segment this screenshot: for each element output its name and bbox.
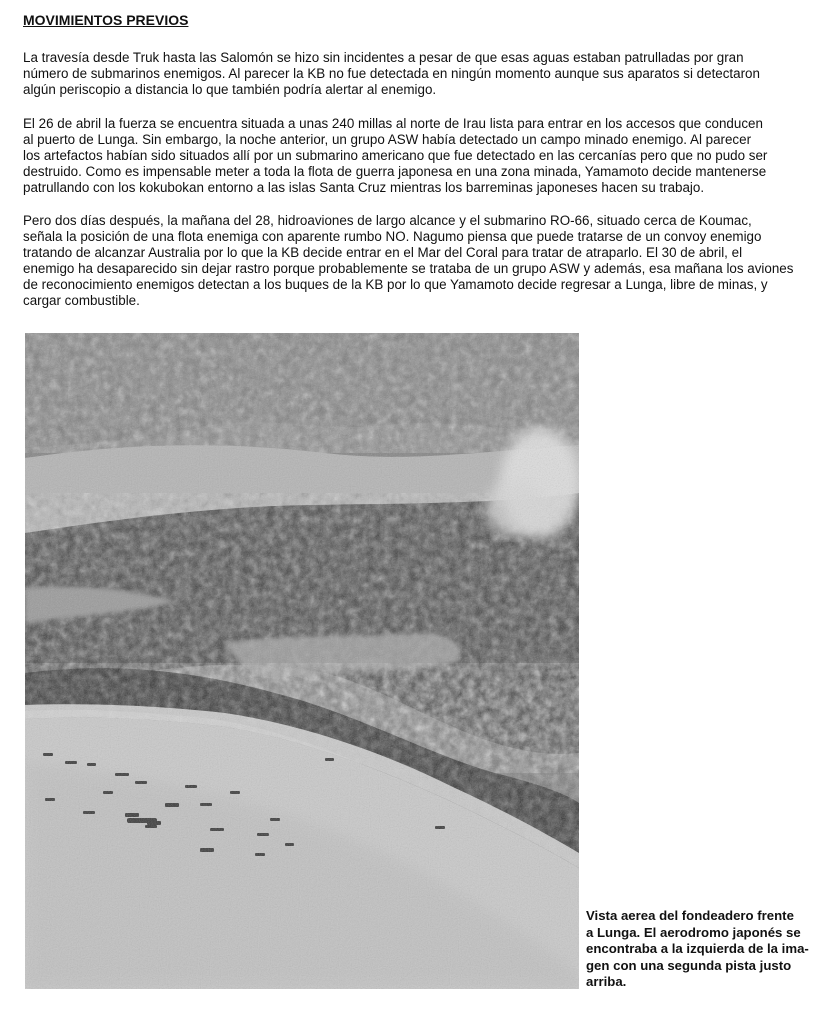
paragraph-2: El 26 de abril la fuerza se encuentra situada a unas 240 millas al norte de Irau lista para entrar en los accesos que conducen al puerto de Lunga. Sin embargo, la noche anterior, un grupo ASW había detectado un campo minado enemigo. Al parecer los artefactos habían sido situados allí por un submarino americano que fue detectado en las cercanías pero que no pudo ser destruido. Como es impensable meter a toda la flota de guerra japonesa en una zona minada, Yamamoto decide mantenerse patrullando con los kokubokan entorno a las islas Santa Cruz mientras los barreminas japoneses hacen su trabajo. <box>23 116 768 195</box>
paragraph-1: La travesía desde Truk hasta las Salomón se hizo sin incidentes a pesar de que esas aguas estaban patrulladas por gran número de submarinos enemigos. Al parecer la KB no fue detectada en ningún momento aunque sus aparatos si detectaron algún periscopio a distancia lo que también podría alertar al enemigo. <box>23 50 760 97</box>
photo-caption: Vista aerea del fondeadero frente a Lunga. El aerodromo japonés se encontraba a la izquierda de la ima- gen con una segunda pista justo arriba. <box>586 908 809 989</box>
page-title: MOVIMIENTOS PREVIOS <box>23 12 189 28</box>
aerial-photo-lunga-anchorage <box>25 333 579 989</box>
paragraph-3: Pero dos días después, la mañana del 28, hidroaviones de largo alcance y el submarino RO-66, situado cerca de Koumac, señala la posición de una flota enemiga con aparente rumbo NO. Nagumo piensa que puede tratarse de un convoy enemigo tratando de alcanzar Australia por lo que la KB decide entrar en el Mar del Coral para tratar de atraparlo. El 30 de abril, el enemigo ha desaparecido sin dejar rastro porque probablemente se trataba de un grupo ASW y además, esa mañana los aviones de reconocimiento enemigos detectan a los buques de la KB por lo que Yamamoto decide regresar a Lunga, libre de minas, y cargar combustible. <box>23 213 794 308</box>
